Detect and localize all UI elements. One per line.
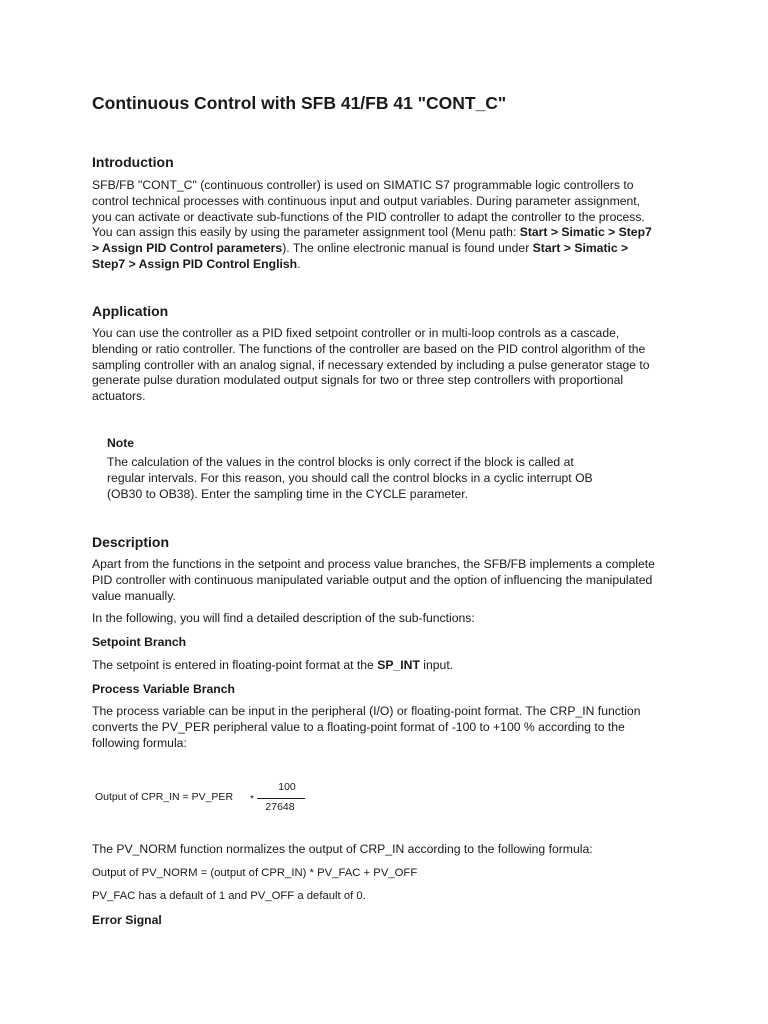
setpoint-text-pre: The setpoint is entered in floating-point format at the <box>92 658 378 672</box>
process-variable-line: The process variable can be input in the peripheral (I/O) or floating-point format. The CRP_IN function <box>92 704 641 718</box>
application-line: generate pulse duration modulated output signals for two or three step controllers with proportional <box>92 373 624 388</box>
intro-line-2: control technical processes with continuous input and output variables. During parameter assignment, <box>92 193 641 208</box>
note-line: The calculation of the values in the control blocks is only correct if the block is called at <box>107 455 574 469</box>
process-variable-paragraph <box>92 704 682 751</box>
application-heading: Application <box>92 303 169 319</box>
intro-line-4-text: You can assign this easily by using the parameter assignment tool (Menu path: <box>92 225 520 240</box>
description-following: In the following, you will find a detailed description of the sub-functions: <box>92 611 475 625</box>
introduction-paragraph <box>92 178 682 273</box>
application-line: blending or ratio controller. The functions of the controller are based on the PID control algorithm of the <box>92 341 646 356</box>
description-heading: Description <box>92 534 170 550</box>
description-line: PID controller with continuous manipulated variable output and the option of influencing the manipulated <box>92 572 653 587</box>
setpoint-branch-heading: Setpoint Branch <box>92 635 187 649</box>
formula-lhs: Output of CPR_IN = PV_PER <box>95 791 234 803</box>
intro-line-6 <box>92 257 682 273</box>
intro-line-1: SFB/FB "CONT_C" (continuous controller) is used on SIMATIC S7 programmable logic controllers to <box>92 178 634 192</box>
menu-path-assign: > Assign PID Control parameters <box>92 241 283 256</box>
manual-path-end: Step7 > Assign PID Control English <box>92 256 298 271</box>
introduction-heading: Introduction <box>92 154 174 170</box>
pv-norm-formula: Output of PV_NORM = (output of CPR_IN) * PV_FAC + PV_OFF <box>92 867 418 879</box>
error-signal-heading: Error Signal <box>92 913 162 927</box>
process-variable-line: converts the PV_PER peripheral value to a floating-point format of -100 to +100 % according to the <box>92 719 625 734</box>
process-variable-branch-heading: Process Variable Branch <box>92 682 235 696</box>
note-paragraph <box>107 455 627 502</box>
note-line: (OB30 to OB38). Enter the sampling time in the CYCLE parameter. <box>107 486 469 501</box>
page-title: Continuous Control with SFB 41/FB 41 "CONT_C" <box>92 93 507 113</box>
sp-int-term: SP_INT <box>377 658 420 672</box>
note-heading: Note <box>107 436 135 450</box>
intro-line-5-text: ). The online electronic manual is found under <box>282 241 533 256</box>
fraction-bar <box>257 798 305 799</box>
description-line: Apart from the functions in the setpoint and process value branches, the SFB/FB implements a complete <box>92 557 655 571</box>
application-line: actuators. <box>92 389 146 404</box>
pv-defaults-text: PV_FAC has a default of 1 and PV_OFF a default of 0. <box>92 890 366 902</box>
intro-line-4 <box>92 225 682 241</box>
description-line: value manually. <box>92 588 176 603</box>
intro-line-3: you can activate or deactivate sub-functions of the PID controller to adapt the controller to the process. <box>92 209 645 224</box>
description-paragraph <box>92 557 682 604</box>
setpoint-text-post: input. <box>419 658 454 672</box>
application-paragraph <box>92 326 682 405</box>
intro-line-6-end: . <box>297 256 301 271</box>
setpoint-branch-text <box>92 658 682 674</box>
note-line: regular intervals. For this reason, you should call the control blocks in a cyclic interrupt OB <box>107 470 593 485</box>
formula-operator: * <box>250 793 255 805</box>
menu-path-start: Start > Simatic > Step7 <box>519 225 652 240</box>
process-variable-line: following formula: <box>92 735 187 750</box>
formula-denominator: 27648 <box>265 801 295 813</box>
application-line: You can use the controller as a PID fixed setpoint controller or in multi-loop controls as a cascade, <box>92 326 620 340</box>
intro-line-5 <box>92 241 682 257</box>
pv-norm-text: The PV_NORM function normalizes the output of CRP_IN according to the following formula: <box>92 842 593 856</box>
manual-path-start: Start > Simatic > <box>532 241 629 256</box>
formula-numerator: 100 <box>278 781 296 793</box>
application-line: sampling controller with an analog signal, if necessary extended by including a pulse generator stage to <box>92 357 650 372</box>
